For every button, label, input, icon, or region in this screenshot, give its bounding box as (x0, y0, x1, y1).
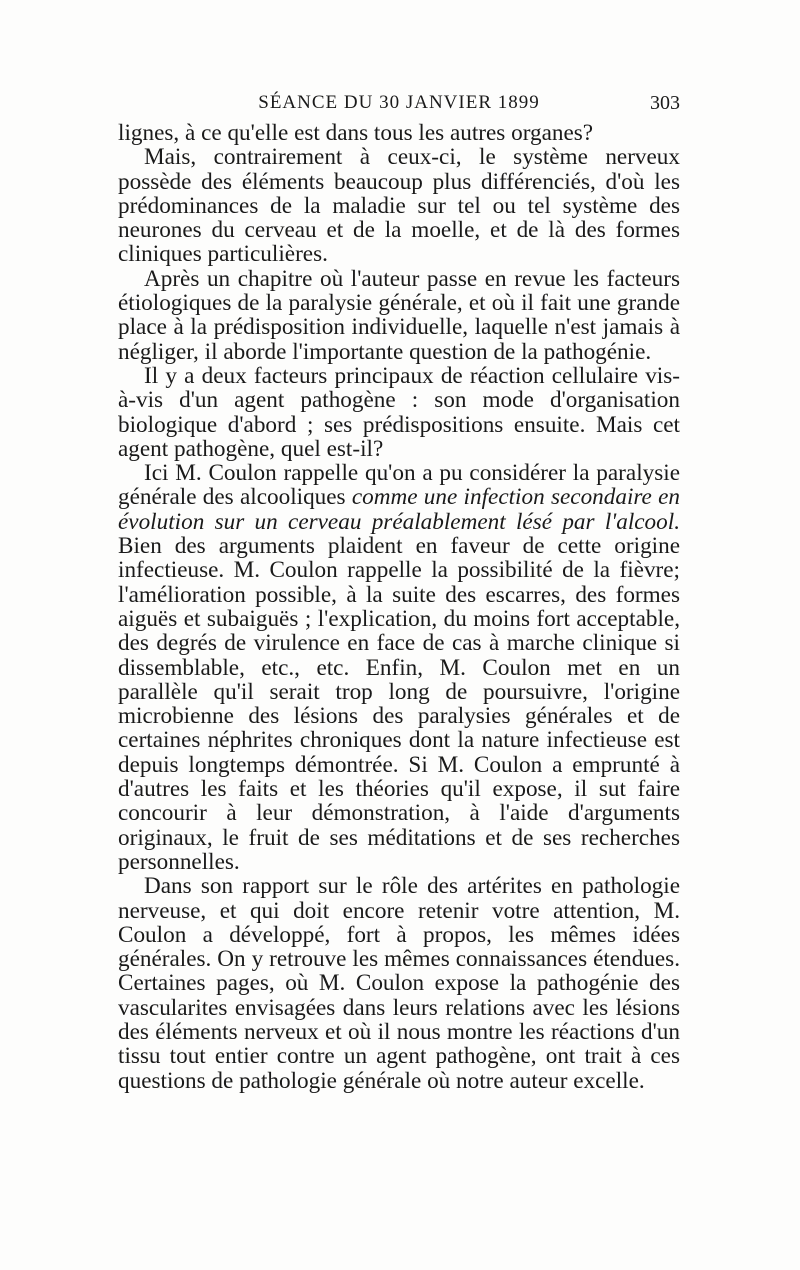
running-title: SÉANCE DU 30 JANVIER 1899 (258, 92, 540, 113)
running-head (118, 92, 680, 116)
paragraph-text: Après un chapitre où l'auteur passe en revue les facteurs étiologiques de la paralysie générale, et où il fait une grande place à la prédisposition individuelle, laquelle n'est jamais à négliger, il aborde l'importante question de la pathogénie. (118, 265, 680, 365)
paragraph (118, 461, 680, 874)
paragraph (118, 874, 680, 1093)
paragraph-text: Mais, contrairement à ceux-ci, le système nerveux possède des éléments beaucoup plus différenciés, d'où les prédominances de la maladie sur tel ou tel système des neurones du cerveau et de la moelle, et de là des formes cliniques particulières. (118, 144, 680, 268)
page-number: 303 (650, 92, 680, 114)
paragraph-text: Ici M. Coulon rappelle qu'on a pu considérer la paralysie générale des alcooliques (118, 460, 680, 511)
italic-quotation: comme une infection secondaire en évolution sur un cerveau préalablement lésé par l'alcool. (118, 484, 681, 535)
body-text (118, 121, 680, 1093)
paragraph (118, 121, 680, 145)
paragraph-text: Il y a deux facteurs principaux de réaction cellulaire vis-à-vis d'un agent pathogène : son mode d'organisation biologique d'abord ; ses prédispositions ensuite. Mais cet agent pathogène, quel est-il? (118, 362, 680, 462)
paragraph-text: lignes, à ce qu'elle est dans tous les autres organes? (118, 120, 594, 146)
paragraph (118, 145, 680, 266)
paragraph (118, 364, 680, 461)
paragraph (118, 267, 680, 364)
paragraph-text: Dans son rapport sur le rôle des artérites en pathologie nerveuse, et qui doit encore retenir votre attention, M. Coulon a développé, fort à propos, les mêmes idées générales. On y retrouve les mêmes connaissances étendues. Certaines pages, où M. Coulon expose la pathogénie des vascularites envisagées dans leurs relations avec les lésions des éléments nerveux et où il nous montre les réactions d'un tissu tout entier contre un agent pathogène, ont trait à ces questions de pathologie générale où notre auteur excelle. (118, 873, 680, 1094)
paragraph-text: Bien des arguments plaident en faveur de cette origine infectieuse. M. Coulon rappelle la possibilité de la fièvre; l'amélioration possible, à la suite des escarres, des formes aiguës et subaiguës ; l'explication, du moins fort acceptable, des degrés de virulence en face de cas à marche clinique si dissemblable, etc., etc. Enfin, M. Coulon met en un parallèle qu'il serait trop long de poursuivre, l'origine microbienne des lésions des paralysies générales et de certaines néphrites chroniques dont la nature infectieuse est depuis longtemps démontrée. Si M. Coulon a emprunté à d'autres les faits et les théories qu'il expose, il sut faire concourir à leur démonstration, à l'aide d'arguments originaux, le fruit de ses méditations et de ses recherches personnelles. (118, 533, 680, 875)
